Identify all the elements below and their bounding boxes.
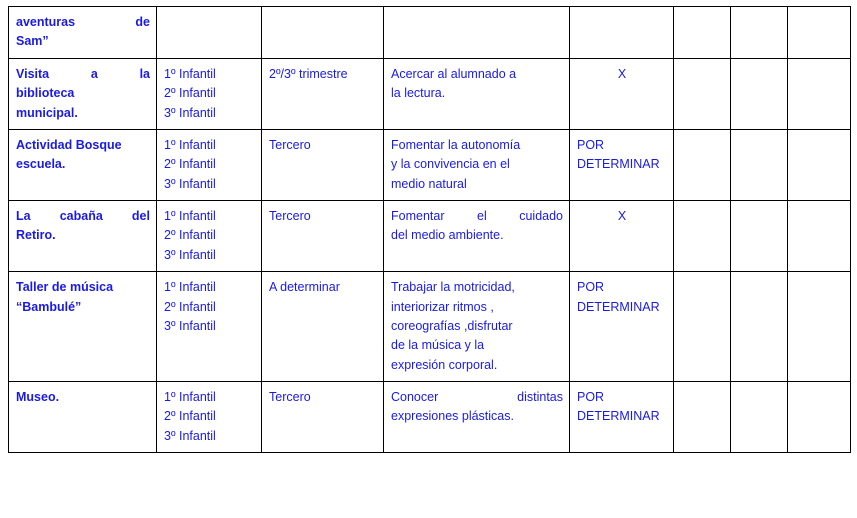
level-line: 2º Infantil — [164, 409, 216, 424]
table-row — [9, 58, 851, 129]
cell-activity — [9, 129, 157, 200]
table-row — [9, 7, 851, 59]
cell-empty — [674, 129, 731, 200]
cell-term: A determinar — [262, 272, 384, 382]
cell-empty — [731, 58, 788, 129]
cell-empty — [788, 7, 851, 59]
objective-line: interiorizar ritmos , — [391, 299, 494, 314]
cell-levels — [157, 58, 262, 129]
activity-line: Taller de música — [16, 280, 114, 295]
activities-table — [8, 6, 851, 453]
level-line: 3º Infantil — [164, 247, 216, 262]
cell-activity — [9, 7, 157, 59]
cell-date-status — [570, 7, 674, 59]
cell-activity — [9, 201, 157, 272]
cell-term: Tercero — [262, 129, 384, 200]
cell-empty — [731, 272, 788, 382]
cell-date-status: POR DETERMINAR — [570, 382, 674, 453]
objective-line: del medio ambiente. — [391, 228, 504, 243]
activity-line: La cabaña del — [16, 209, 150, 223]
cell-empty — [788, 201, 851, 272]
objective-line: expresiones plásticas. — [391, 409, 514, 424]
objective-line: la lectura. — [391, 86, 446, 101]
activity-line: Museo. — [16, 390, 60, 404]
table-row — [9, 201, 851, 272]
cell-levels — [157, 201, 262, 272]
level-line: 2º Infantil — [164, 228, 216, 243]
cell-empty — [788, 272, 851, 382]
cell-term: Tercero — [262, 201, 384, 272]
objective-line: Fomentar la autonomía — [391, 137, 521, 152]
cell-objective — [384, 7, 570, 59]
activity-line: Sam” — [16, 34, 49, 49]
cell-empty — [674, 382, 731, 453]
activity-line: Retiro. — [16, 228, 56, 243]
activity-line: aventuras de — [16, 15, 150, 29]
cell-empty — [788, 129, 851, 200]
cell-empty — [731, 129, 788, 200]
cell-levels — [157, 7, 262, 59]
activity-line: Actividad Bosque — [16, 137, 122, 152]
cell-empty — [788, 58, 851, 129]
objective-line: Acercar al alumnado a — [391, 66, 517, 81]
cell-term: Tercero — [262, 382, 384, 453]
objective-line: y la convivencia en el — [391, 157, 510, 172]
cell-objective — [384, 272, 570, 382]
cell-objective — [384, 129, 570, 200]
objective-line: expresión corporal. — [391, 357, 498, 372]
table-row — [9, 272, 851, 382]
level-line: 1º Infantil — [164, 280, 216, 295]
table-row — [9, 129, 851, 200]
cell-date-status: POR DETERMINAR — [570, 129, 674, 200]
level-line: 1º Infantil — [164, 66, 216, 81]
level-line: 1º Infantil — [164, 209, 216, 223]
level-line: 1º Infantil — [164, 390, 216, 404]
cell-empty — [674, 58, 731, 129]
objective-line: coreografías ,disfrutar — [391, 318, 513, 333]
activity-line: escuela. — [16, 157, 66, 172]
objective-line: Conocer distintas — [391, 390, 563, 404]
cell-activity — [9, 382, 157, 453]
cell-levels — [157, 129, 262, 200]
level-line: 3º Infantil — [164, 428, 216, 443]
activity-line: “Bambulé” — [16, 299, 82, 314]
cell-date-status: X — [570, 58, 674, 129]
cell-objective — [384, 201, 570, 272]
cell-objective — [384, 58, 570, 129]
level-line: 2º Infantil — [164, 157, 216, 172]
cell-activity — [9, 272, 157, 382]
cell-empty — [731, 382, 788, 453]
activities-table-body — [9, 7, 851, 453]
activity-line: municipal. — [16, 105, 78, 120]
cell-date-status: POR DETERMINAR — [570, 272, 674, 382]
objective-line: Fomentar el cuidado — [391, 209, 563, 223]
level-line: 3º Infantil — [164, 318, 216, 333]
cell-levels — [157, 382, 262, 453]
table-row — [9, 382, 851, 453]
level-line: 2º Infantil — [164, 86, 216, 101]
activity-line: Visita a la — [16, 66, 150, 81]
cell-levels — [157, 272, 262, 382]
level-line: 3º Infantil — [164, 105, 216, 120]
cell-empty — [788, 382, 851, 453]
objective-line: medio natural — [391, 176, 467, 191]
cell-activity — [9, 58, 157, 129]
cell-empty — [731, 7, 788, 59]
cell-empty — [674, 272, 731, 382]
level-line: 1º Infantil — [164, 137, 216, 152]
objective-line: Trabajar la motricidad, — [391, 280, 515, 295]
cell-term: 2º/3º trimestre — [262, 58, 384, 129]
cell-term — [262, 7, 384, 59]
activity-line: biblioteca — [16, 86, 75, 101]
level-line: 2º Infantil — [164, 299, 216, 314]
cell-objective — [384, 382, 570, 453]
cell-empty — [674, 201, 731, 272]
cell-empty — [674, 7, 731, 59]
cell-empty — [731, 201, 788, 272]
objective-line: de la música y la — [391, 338, 485, 353]
level-line: 3º Infantil — [164, 176, 216, 191]
cell-date-status: X — [570, 201, 674, 272]
